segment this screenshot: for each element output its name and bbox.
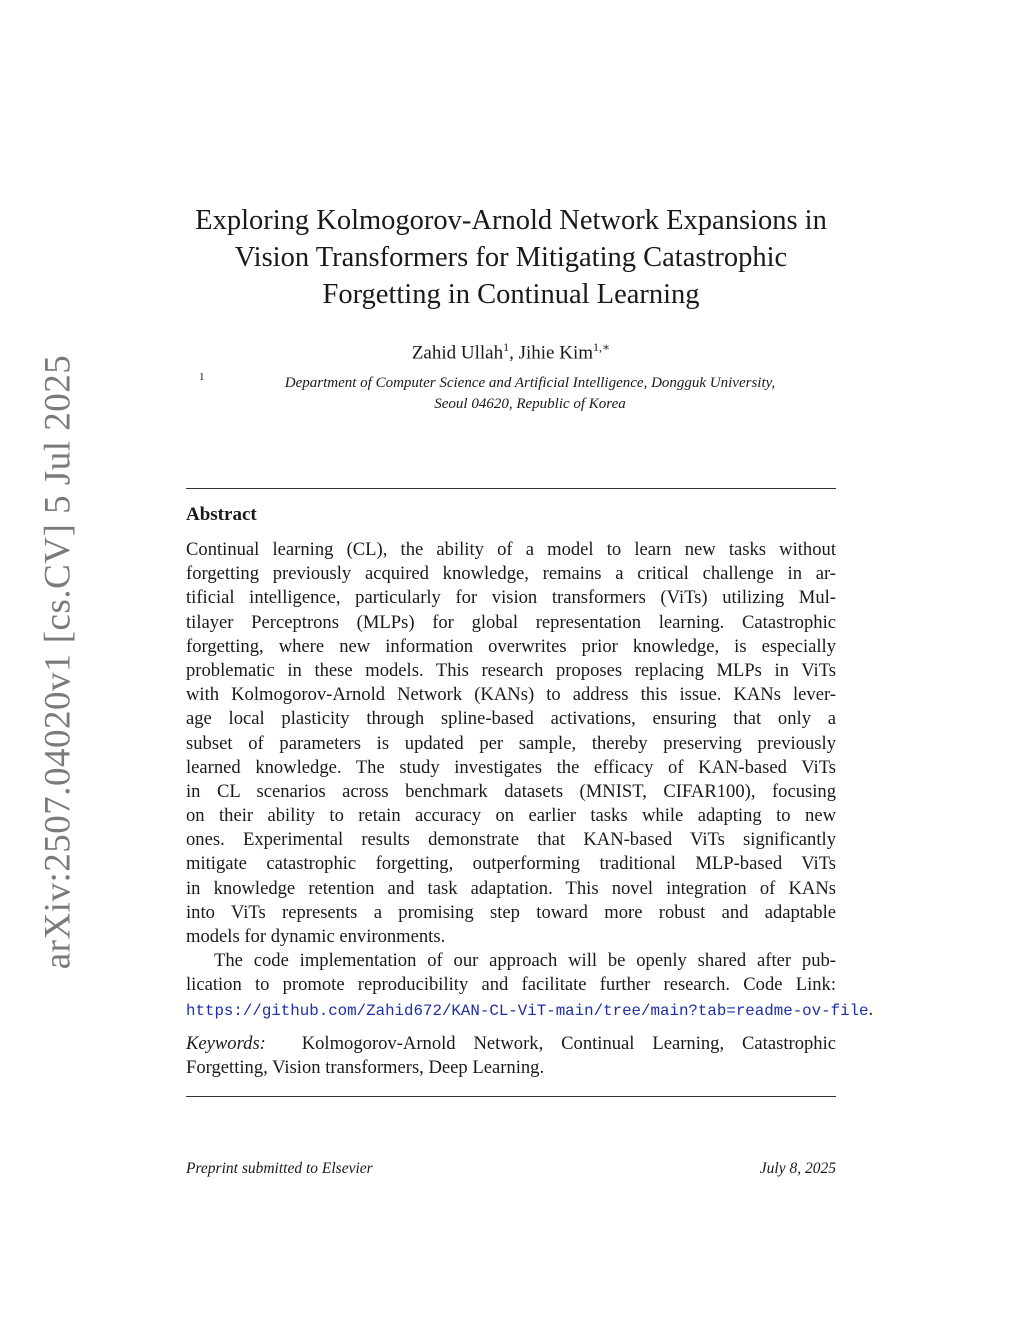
top-divider (186, 488, 836, 489)
author-separator: , (509, 342, 519, 364)
title-line: Forgetting in Continual Learning (322, 279, 700, 310)
affiliation-superscript: 1,∗ (593, 340, 611, 354)
paper-title (186, 202, 836, 313)
arxiv-identifier: arXiv:2507.04020v1 [cs.CV] 5 Jul 2025 (37, 354, 79, 970)
abstract-line: in CL scenarios across benchmark datasets (MNIST, CIFAR100), focusing (186, 780, 836, 802)
footer-preprint-note: Preprint submitted to Elsevier (186, 1160, 373, 1177)
affiliation-line: Seoul 04620, Republic of Korea (434, 396, 626, 412)
abstract-line: subset of parameters is updated per sample, thereby preserving previously (186, 732, 836, 754)
bottom-divider (186, 1096, 836, 1097)
abstract-line: age local plasticity through spline-based activations, ensuring that only a (186, 708, 836, 730)
author-list (186, 340, 836, 364)
keywords-block (186, 1032, 836, 1080)
abstract-line: tificial intelligence, particularly for vision transformers (ViTs) utilizing Mul- (186, 587, 836, 609)
footer-date: July 8, 2025 (759, 1160, 836, 1177)
affiliation-line: Department of Computer Science and Artificial Intelligence, Dongguk University, (284, 375, 776, 391)
abstract-line: models for dynamic environments. (186, 926, 446, 947)
abstract-body (186, 538, 874, 1022)
abstract-line: tilayer Perceptrons (MLPs) for global representation learning. Catastrophic (186, 611, 836, 633)
keywords-text: Kolmogorov-Arnold Network, Continual Learning, Catastrophic (301, 1033, 837, 1054)
abstract-line: in knowledge retention and task adaptation. This novel integration of KANs (186, 877, 836, 899)
code-link-period: . (868, 998, 874, 1020)
abstract-line: ones. Experimental results demonstrate that KAN-based ViTs significantly (186, 829, 836, 851)
abstract-line: mitigate catastrophic forgetting, outperforming traditional MLP-based ViTs (186, 853, 836, 875)
code-link-line (186, 998, 874, 1022)
affiliation-marker: 1 (199, 371, 205, 383)
abstract-line: Continual learning (CL), the ability of a model to learn new tasks without (186, 539, 836, 560)
abstract-line: on their ability to retain accuracy on earlier tasks while adapting to new (186, 805, 836, 827)
affiliation-superscript: 1 (503, 340, 510, 354)
code-link[interactable]: https://github.com/Zahid672/KAN-CL-ViT-main/tree/main?tab=readme-ov-file (186, 1001, 869, 1020)
author-name: Zahid Ullah (411, 342, 504, 364)
title-line: Exploring Kolmogorov-Arnold Network Expansions in (195, 205, 827, 236)
abstract-line: forgetting, where new information overwrites prior knowledge, is especially (186, 635, 836, 657)
abstract-line: The code implementation of our approach will be openly shared after pub- (214, 950, 836, 972)
abstract-heading: Abstract (186, 504, 257, 525)
keywords-line (186, 1032, 836, 1056)
title-line: Vision Transformers for Mitigating Catastrophic (234, 242, 788, 273)
abstract-line: forgetting previously acquired knowledge, remains a critical challenge in ar- (186, 563, 836, 585)
abstract-line: learned knowledge. The study investigates the efficacy of KAN-based ViTs (186, 756, 836, 778)
abstract-line: problematic in these models. This research proposes replacing MLPs in ViTs (186, 659, 836, 681)
abstract-line: lication to promote reproducibility and facilitate further research. Code Link: (186, 974, 836, 996)
abstract-line: with Kolmogorov-Arnold Network (KANs) to address this issue. KANs lever- (186, 684, 836, 706)
keywords-label: Keywords: (186, 1033, 266, 1054)
author-name: Jihie Kim (518, 342, 594, 364)
abstract-line: into ViTs represents a promising step toward more robust and adaptable (186, 901, 836, 923)
keywords-line: Forgetting, Vision transformers, Deep Learning. (186, 1057, 545, 1079)
affiliation (210, 373, 850, 415)
